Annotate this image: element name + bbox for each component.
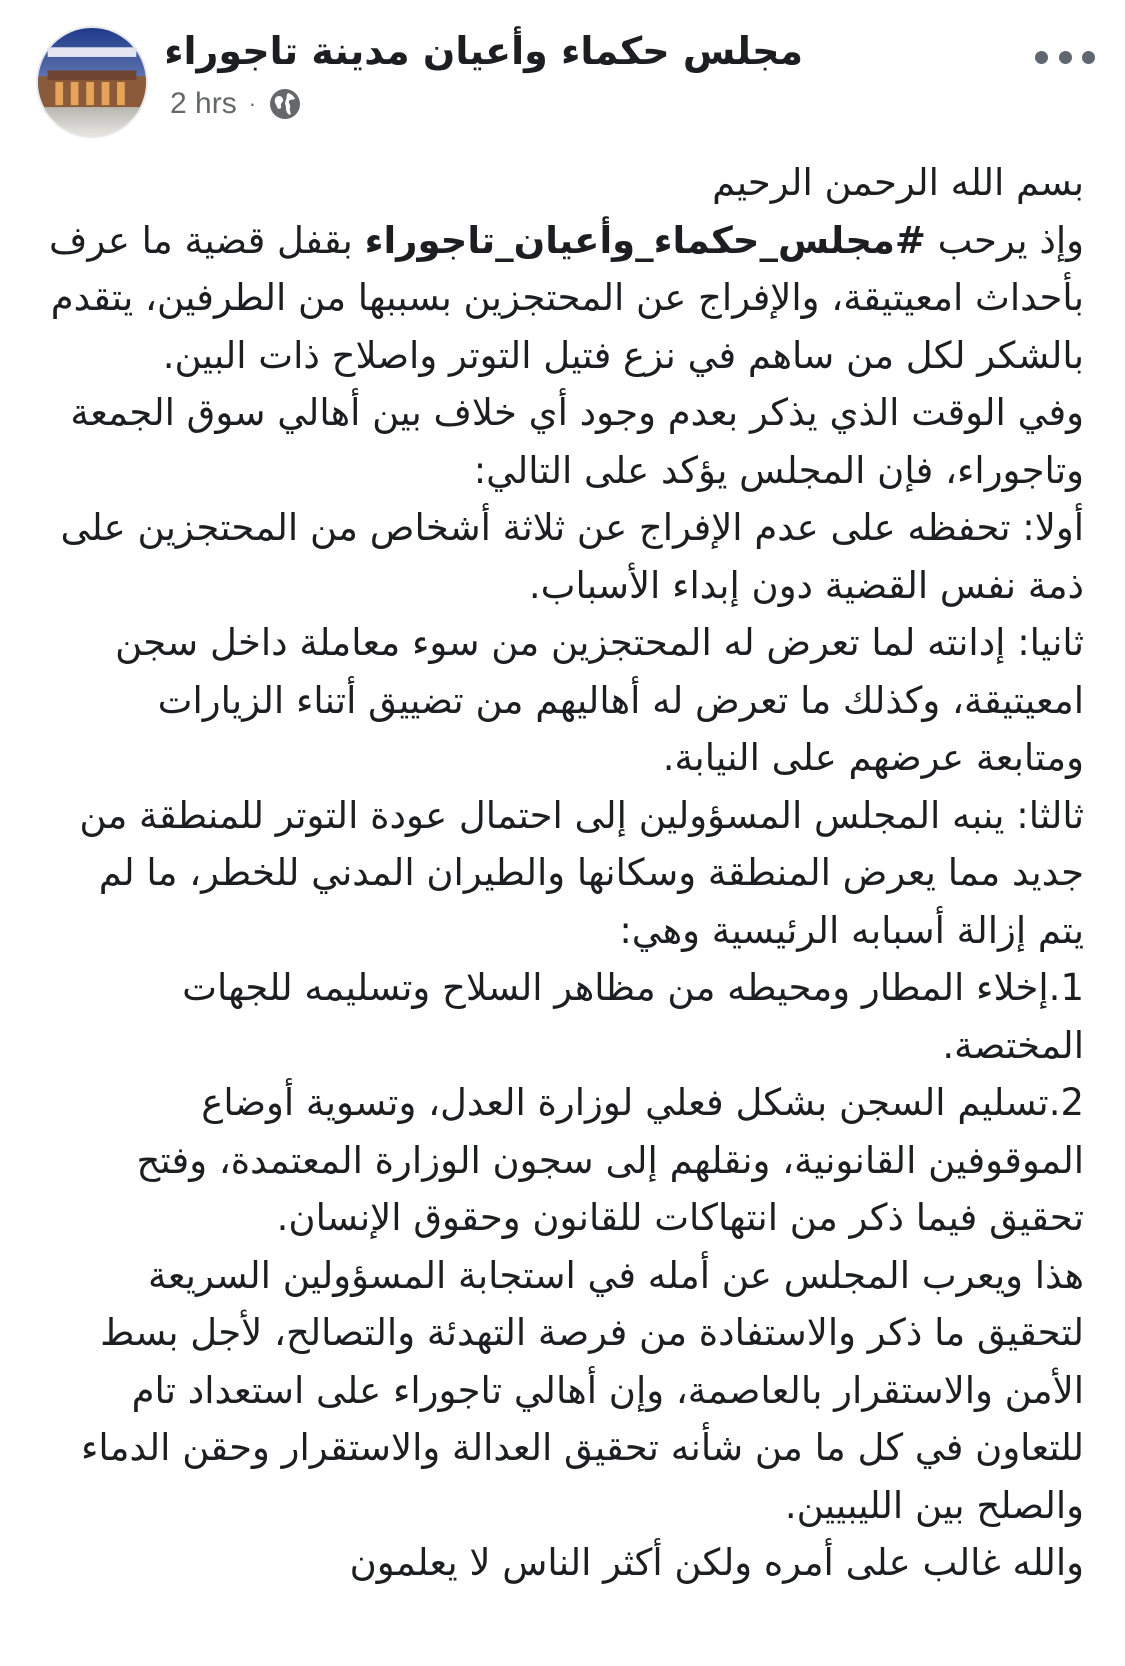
post-point-third: ثالثا: ينبه المجلس المسؤولين إلى احتمال عودة التوتر للمنطقة من جديد مما يعرض المنطقة وسكانها والطيران المدني للخطر، ما لم يتم إزالة أسبابه الرئيسية وهي: — [79, 793, 1084, 952]
globe-icon[interactable] — [268, 87, 302, 121]
avatar-photo — [38, 28, 146, 136]
page-name[interactable]: مجلس حكماء وأعيان مدينة تاجوراء — [164, 29, 803, 73]
post-point-first: أولا: تحفظه على عدم الإفراج عن ثلاثة أشخاص من المحتجزين على ذمة نفس القضية دون إبداء الأسباب. — [60, 506, 1084, 607]
post-timestamp[interactable]: 2 hrs — [170, 87, 237, 120]
post-subpoint-two: 2.تسليم السجن بشكل فعلي لوزارة العدل، وتسوية أوضاع الموقوفين القانونية، ونقلهم إلى سجون الوزارة المعتمدة، وفتح تحقيق فيما ذكر من انتهاكات للقانون وحقوق الإنسان. — [136, 1081, 1084, 1239]
page-avatar[interactable] — [36, 26, 148, 138]
post-point-second: ثانيا: إدانته لما تعرض له المحتجزين من سوء معاملة داخل سجن امعيتيقة، وكذلك ما تعرض له أهاليهم من تضييق أتناء الزيارات ومتابعة عرضهم على النيابة. — [115, 621, 1084, 779]
post-body — [44, 154, 1084, 1592]
post-intro — [44, 212, 1084, 385]
intro-text-before: وإذ يرحب — [925, 218, 1084, 262]
post-subpoint-one: 1.إخلاء المطار ومحيطه من مظاهر السلاح وتسليمه للجهات المختصة. — [182, 966, 1084, 1067]
post-final-verse: والله غالب على أمره ولكن أكثر الناس لا يعلمون — [349, 1541, 1084, 1584]
intro-text-after: بقفل قضية ما عرف بأحداث امعيتيقة، والإفراج عن المحتجزين بسببها من الطرفين، يتقدم بالشكر لكل من ساهم في نزع فتيل التوتر واصلاح ذات البين. — [49, 218, 1084, 377]
post-closing: هذا ويعرب المجلس عن أمله في استجابة المسؤولين السريعة لتحقيق ما ذكر والاستفادة من فرصة التهدئة والتصالح، لأجل بسط الأمن والاستقرار بالعاصمة، وإن أهالي تاجوراء على استعداد تام للتعاون في كل ما من شأنه تحقيق العدالة والاستقرار وحقن الدماء والصلح بين الليبيين. — [80, 1253, 1084, 1527]
more-dot-icon — [1059, 51, 1072, 64]
meta-separator: · — [248, 91, 257, 116]
more-dot-icon — [1035, 51, 1048, 64]
post-context: وفي الوقت الذي يذكر بعدم وجود أي خلاف بين أهالي سوق الجمعة وتاجوراء، فإن المجلس يؤكد على التالي: — [70, 391, 1084, 492]
post-header — [0, 0, 1125, 160]
post-meta — [170, 84, 302, 124]
more-dot-icon — [1082, 51, 1095, 64]
more-options-button[interactable] — [1035, 40, 1095, 74]
post-basmala: بسم الله الرحمن الرحيم — [712, 161, 1084, 204]
hashtag-link[interactable]: #مجلس_حكماء_وأعيان_تاجوراء — [364, 218, 926, 262]
